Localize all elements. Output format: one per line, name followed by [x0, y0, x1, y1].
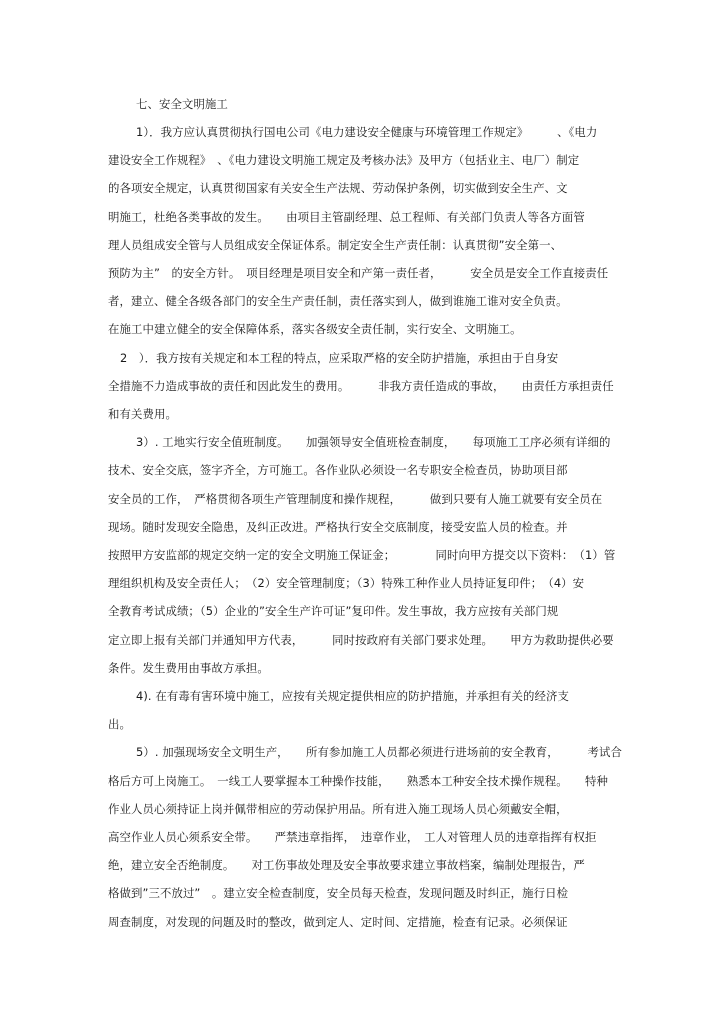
text-line: 理人员组成安全管与人员组成安全保证体系。制定安全生产责任制：认真贯彻”安全第一、: [108, 238, 563, 252]
text-line: 3）. 工地实行安全值班制度。 加强领导安全值班检查制度， 每项施工工序必须有详细的: [136, 435, 611, 449]
text-line: 绝，建立安全否绝制度。 对工伤事故处理及安全事故要求建立事故档案，编制处理报告，严: [108, 858, 585, 872]
text-line: 格做到”三不放过” 。建立安全检查制度，安全员每天检查，发现问题及时纠正，施行日检: [108, 886, 569, 900]
text-line: 现场。随时发现安全隐患，及纠正改进。严格执行安全交底制度，接受安监人员的检查。并: [108, 520, 568, 534]
text-line: 5）. 加强现场安全文明生产， 所有参加施工人员都必须进行进场前的安全教育， 考试合: [136, 745, 622, 759]
text-line: 者，建立、健全各级各部门的安全生产责任制，责任落实到人，做到谁施工谁对安全负责。: [108, 294, 568, 308]
text-line: 建设安全工作规程》 、《电力建设文明施工规定及考核办法》及甲方（包括业主、电厂）制定: [108, 153, 580, 167]
text-line: 安全员的工作， 严格贯彻各项生产管理制度和操作规程， 做到只要有人施工就要有安全员在: [108, 492, 603, 506]
section-heading: 七、安全文明施工: [136, 97, 228, 111]
text-line: 2 ）．我方按有关规定和本工程的特点，应采取严格的安全防护措施，承担由于自身安: [120, 351, 559, 365]
text-line: 格后方可上岗施工。 一线工人要掌握本工种操作技能， 熟悉本工种安全技术操作规程。 特种: [108, 774, 608, 788]
text-line: 全措施不力造成事故的责任和因此发生的费用。 非我方责任造成的事故， 由责任方承担责任: [108, 379, 614, 393]
text-line: 1）．我方应认真贯彻执行国电公司《电力建设安全健康与环境管理工作规定》 、《电力: [136, 125, 598, 139]
text-line: 技术、安全交底，签字齐全，方可施工。各作业队必须设一名专职安全检查员，协助项目部: [108, 463, 568, 477]
text-line: 定立即上报有关部门并通知甲方代表， 同时按政府有关部门要求处理。 甲方为救助提供必要: [108, 633, 614, 647]
text-line: 在施工中建立健全的安全保障体系，落实各级安全责任制，实行安全、文明施工。: [108, 322, 522, 336]
text-line: 4). 在有毒有害环境中施工，应按有关规定提供相应的防护措施，并承担有关的经济支: [136, 689, 569, 703]
text-line: 高空作业人员心须系安全带。 严禁违章指挥， 违章作业， 工人对管理人员的违章指挥有权拒: [108, 830, 597, 844]
text-line: 和有关费用。: [108, 407, 177, 421]
text-line: 的各项安全规定，认真贯彻国家有关安全生产法规、劳动保护条例，切实做到安全生产、文: [108, 181, 568, 195]
text-line: 条件。发生费用由事故方承担。: [108, 661, 269, 675]
text-line: 作业人员心须持证上岗并佩带相应的劳动保护用品。所有进入施工现场人员心须戴安全帽，: [108, 802, 568, 816]
text-line: 出。: [108, 717, 131, 731]
text-line: 预防为主” 的安全方针。 项目经理是项目安全和产第一责任者， 安全员是安全工作直接责任: [108, 266, 609, 280]
text-line: 周查制度，对发现的问题及时的整改，做到定人、定时间、定措施，检查有记录。必须保证: [108, 915, 568, 929]
text-line: 理组织机构及安全责任人； （2）安全管理制度；（3）特殊工种作业人员持证复印件； （4）安: [108, 576, 585, 590]
text-line: 明施工，杜绝各类事故的发生。 由项目主管副经理、总工程师、有关部门负责人等各方面管: [108, 210, 585, 224]
text-line: 全教育考试成绩；（5）企业的”安全生产许可证”复印件。发生事故，我方应按有关部门规: [108, 604, 559, 618]
text-line: 按照甲方安监部的规定交纳一定的安全文明施工保证金； 同时向甲方提交以下资料： （1）管: [108, 548, 616, 562]
